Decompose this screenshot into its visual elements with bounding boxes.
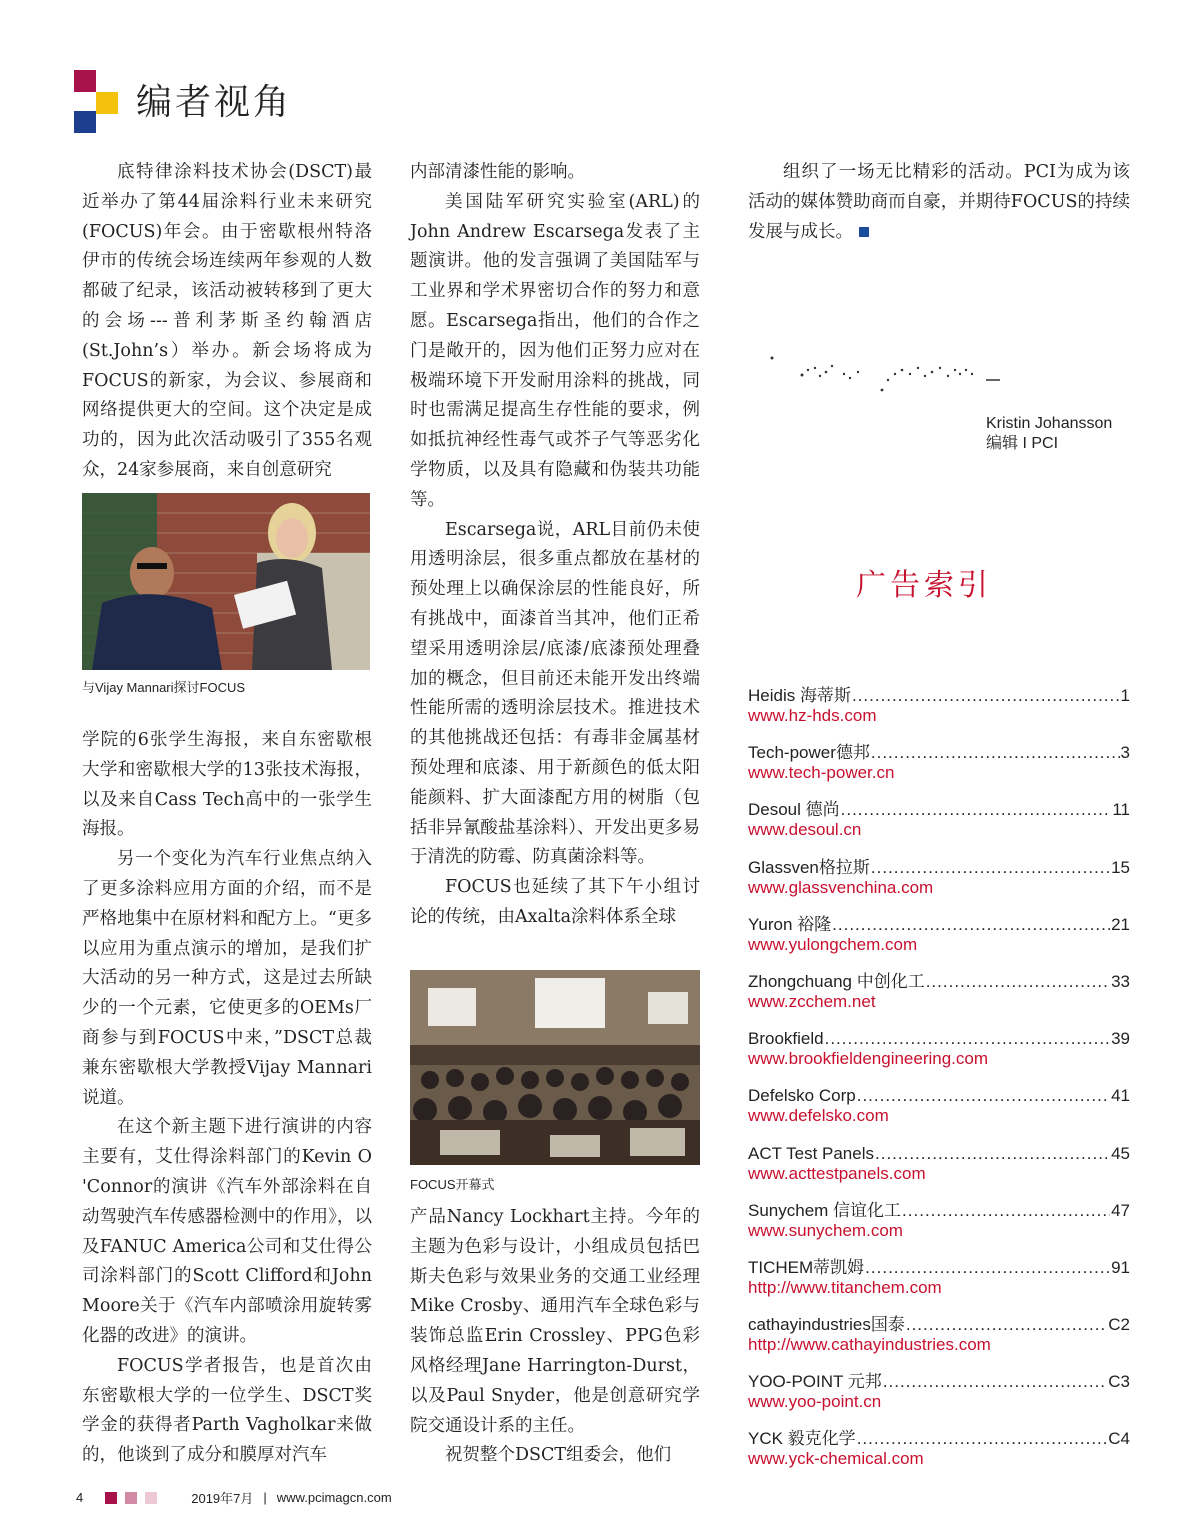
ad-page-number: 15 bbox=[1111, 857, 1130, 877]
advertiser-name: Sunychem 信谊化工 bbox=[748, 1200, 902, 1220]
ad-index-item bbox=[748, 743, 1130, 800]
advertiser-url[interactable]: www.acttestpanels.com bbox=[748, 1163, 926, 1183]
leader-dots bbox=[825, 1029, 1110, 1049]
ad-page-number: 33 bbox=[1111, 971, 1130, 991]
ad-index-item bbox=[748, 800, 1130, 857]
article-paragraph bbox=[748, 158, 1130, 247]
ad-index-item bbox=[748, 915, 1130, 972]
article-paragraph: FOCUS学者报告，也是首次由东密歇根大学的一位学生、DSCT奖学金的获得者Parth Vagholkar来做的，他谈到了成分和膜厚对汽车 bbox=[82, 1355, 372, 1466]
leader-dots bbox=[865, 1258, 1110, 1278]
advertiser-url[interactable]: http://www.titanchem.com bbox=[748, 1277, 942, 1297]
article-paragraph: 底特律涂料技术协会(DSCT)最近举办了第44届涂料行业未来研究(FOCUS)年会。由于密歇根州特洛伊市的传统会场连续两年参观的人数都破了纪录，该活动被转移到了更大的会场---普利茅斯圣约翰酒店(St.John’s）举办。新会场将成为FOCUS的新家，为会议、参展商和网络提供更大的空间。这个决定是成功的，因为此次活动吸引了355名观众，24家参展商，来自创意研究 bbox=[82, 162, 372, 480]
leader-dots bbox=[852, 686, 1120, 706]
ad-page-number: 41 bbox=[1111, 1086, 1130, 1106]
footer-square-icon bbox=[145, 1492, 157, 1504]
article-column-2-continued bbox=[410, 1203, 700, 1471]
logo-square-yellow bbox=[96, 92, 118, 114]
ad-page-number: 47 bbox=[1111, 1200, 1130, 1220]
ad-index-item bbox=[748, 686, 1130, 743]
advertiser-url[interactable]: www.yck-chemical.com bbox=[748, 1449, 924, 1469]
leader-dots bbox=[832, 915, 1110, 935]
ad-page-number: 21 bbox=[1111, 914, 1130, 934]
ad-page-number: C3 bbox=[1108, 1372, 1130, 1392]
advertiser-name: YOO-POINT 元邦 bbox=[748, 1372, 882, 1392]
section-title: 编者视角 bbox=[136, 82, 293, 123]
editor-credit bbox=[986, 414, 1112, 454]
leader-dots bbox=[841, 800, 1112, 820]
ad-index-item bbox=[748, 1029, 1130, 1086]
article-column-1-continued bbox=[82, 726, 372, 1471]
advertiser-name: Desoul 德尚 bbox=[748, 800, 840, 820]
leader-dots bbox=[902, 1201, 1110, 1221]
advertiser-name: YCK 毅克化学 bbox=[748, 1429, 856, 1449]
issue-date: 2019年7月 bbox=[191, 1491, 254, 1506]
leader-dots bbox=[926, 972, 1110, 992]
article-paragraph: 祝贺整个DSCT组委会，他们 bbox=[445, 1445, 672, 1466]
site-url[interactable]: www.pcimagcn.com bbox=[276, 1490, 392, 1505]
leader-dots bbox=[883, 1372, 1107, 1392]
editor-signature bbox=[760, 350, 1020, 400]
leader-dots bbox=[857, 1086, 1110, 1106]
article-column-1 bbox=[82, 158, 372, 486]
article-column-3 bbox=[748, 158, 1130, 247]
leader-dots bbox=[857, 1429, 1108, 1449]
advertiser-url[interactable]: www.glassvenchina.com bbox=[748, 877, 934, 897]
ad-index-item bbox=[748, 972, 1130, 1029]
photo-caption: FOCUS开幕式 bbox=[410, 1177, 495, 1192]
leader-dots bbox=[871, 743, 1120, 763]
footer-square-icon bbox=[125, 1492, 137, 1504]
ad-index-item bbox=[748, 1258, 1130, 1315]
page-number: 4 bbox=[76, 1490, 84, 1505]
leader-dots bbox=[875, 1144, 1110, 1164]
article-paragraph: 在这个新主题下进行演讲的内容主要有，艾仕得涂料部门的Kevin O 'Connor的演讲《汽车外部涂料在自动驾驶汽车传感器检测中的作用》，以及FANUC America公司和艾仕得公司涂料部门的Scott Clifford和John Moore关于《汽车内部喷涂用旋转雾化器的改进》的演讲。 bbox=[82, 1117, 372, 1346]
editor-name: Kristin Johansson bbox=[986, 415, 1113, 432]
advertiser-url[interactable]: www.yulongchem.com bbox=[748, 934, 918, 954]
article-paragraph: 美国陆军研究实验室(ARL)的John Andrew Escarsega发表了主题演讲。他的发言强调了美国陆军与工业界和学术界密切合作的努力和意愿。Escarsega指出，他们的合作之门是敞开的，因为他们正努力应对在极端环境下开发耐用涂料的挑战，同时也需满足提高生存性能的要求，例如抵抗神经性毒气或芥子气等恶劣化学物质，以及具有隐藏和伪装共功能等。 bbox=[410, 191, 700, 510]
advertiser-name: Defelsko Corp bbox=[748, 1086, 856, 1106]
advertiser-name: Brookfield bbox=[748, 1029, 824, 1049]
logo-square-magenta bbox=[74, 70, 96, 92]
footer-separator: | bbox=[263, 1490, 267, 1505]
ad-page-number: C4 bbox=[1108, 1429, 1130, 1449]
ad-index-item bbox=[748, 1201, 1130, 1258]
ad-index-item bbox=[748, 1429, 1130, 1486]
advertiser-url[interactable]: www.hz-hds.com bbox=[748, 706, 877, 725]
advertiser-name: Yuron 裕隆 bbox=[748, 914, 832, 934]
article-paragraph: 产品Nancy Lockhart主持。今年的主题为色彩与设计，小组成员包括巴斯夫色彩与效果业务的交通工业经理Mike Crosby、通用汽车全球色彩与装饰总监Erin Crossley、PPG色彩风格经理Jane Harrington-Durst，以及Paul Snyder，他是创意研究学院交通设计系的主任。 bbox=[410, 1207, 700, 1436]
editor-role: 编辑 I PCI bbox=[986, 435, 1059, 452]
ad-page-number: 3 bbox=[1120, 743, 1130, 763]
advertiser-url[interactable]: www.sunychem.com bbox=[748, 1220, 903, 1240]
ad-page-number: 1 bbox=[1120, 686, 1130, 705]
advertiser-url[interactable]: http://www.cathayindustries.com bbox=[748, 1335, 991, 1355]
article-paragraph: Escarsega说，ARL目前仍未使用透明涂层，很多重点都放在基材的预处理上以确保涂层的性能良好，所有挑战中，面漆首当其冲，他们正希望采用透明涂层/底漆/底漆预处理叠加的概念，但目前还未能开发出终端性能所需的透明涂层技术。推进技术的其他挑战还包括：有毒非金属基材预处理和底漆、用于新颜色的低太阳能颜料、扩大面漆配方用的树脂（包括非异氰酸盐基涂料）、开发出更多易于清洗的防霉、防真菌涂料等。 bbox=[410, 519, 700, 868]
ad-page-number: 39 bbox=[1111, 1029, 1130, 1049]
page-footer bbox=[76, 1488, 392, 1507]
advertiser-url[interactable]: www.zcchem.net bbox=[748, 991, 876, 1011]
advertiser-url[interactable]: www.tech-power.cn bbox=[748, 763, 895, 783]
ad-page-number: 11 bbox=[1112, 800, 1130, 820]
advertiser-name: cathayindustries国泰 bbox=[748, 1315, 905, 1335]
article-paragraph: 内部清漆性能的影响。 bbox=[410, 162, 585, 182]
leader-dots bbox=[871, 858, 1110, 878]
logo-square-blue bbox=[74, 111, 96, 133]
article-column-2 bbox=[410, 158, 700, 933]
advertiser-url[interactable]: www.desoul.cn bbox=[748, 820, 862, 840]
ad-index-list bbox=[748, 686, 1130, 1487]
advertiser-name: Glassven格拉斯 bbox=[748, 857, 870, 877]
end-mark-icon bbox=[859, 227, 869, 237]
ad-index-title: 广告索引 bbox=[856, 568, 992, 603]
advertiser-url[interactable]: www.brookfieldengineering.com bbox=[748, 1049, 989, 1069]
ad-index-item bbox=[748, 858, 1130, 915]
advertiser-name: ACT Test Panels bbox=[748, 1143, 874, 1163]
ad-index-item bbox=[748, 1144, 1130, 1201]
article-paragraph: 学院的6张学生海报，来自东密歇根大学和密歇根大学的13张技术海报，以及来自Cass Tech高中的一张学生海报。 bbox=[82, 730, 372, 840]
advertiser-name: TICHEM蒂凯姆 bbox=[748, 1257, 865, 1277]
ad-index-item bbox=[748, 1315, 1130, 1372]
article-closing-text: 组织了一场无比精彩的活动。PCI为成为该活动的媒体赞助商而自豪，并期待FOCUS的持续发展与成长。 bbox=[748, 162, 1130, 242]
ad-index-item bbox=[748, 1372, 1130, 1429]
ad-page-number: 91 bbox=[1111, 1257, 1130, 1277]
opening-ceremony-photo bbox=[410, 970, 700, 1165]
advertiser-name: Tech-power德邦 bbox=[748, 743, 870, 763]
ad-page-number: C2 bbox=[1108, 1315, 1130, 1335]
ad-page-number: 45 bbox=[1111, 1143, 1130, 1163]
meeting-photo bbox=[82, 493, 370, 670]
opening-ceremony-image bbox=[410, 970, 700, 1165]
photo-caption: 与Vijay Mannari探讨FOCUS bbox=[82, 680, 246, 695]
meeting-photo-image bbox=[82, 493, 370, 670]
article-paragraph: FOCUS也延续了其下午小组讨论的传统，由Axalta涂料体系全球 bbox=[410, 877, 700, 927]
article-paragraph: 另一个变化为汽车行业焦点纳入了更多涂料应用方面的介绍，而不是严格地集中在原材料和配方上。“更多以应用为重点演示的增加，是我们扩大活动的另一种方式，这是过去所缺少的一个元素，它使更多的OEMs厂商参与到FOCUS中来，”DSCT总裁兼东密歇根大学教授Vijay Mannari说道。 bbox=[82, 849, 372, 1108]
ad-index-item bbox=[748, 1086, 1130, 1143]
advertiser-name: Heidis 海蒂斯 bbox=[748, 686, 851, 705]
advertiser-url[interactable]: www.yoo-point.cn bbox=[748, 1392, 882, 1412]
advertiser-url[interactable]: www.defelsko.com bbox=[748, 1106, 889, 1126]
leader-dots bbox=[906, 1315, 1107, 1335]
advertiser-name: Zhongchuang 中创化工 bbox=[748, 971, 925, 991]
footer-square-icon bbox=[105, 1492, 117, 1504]
